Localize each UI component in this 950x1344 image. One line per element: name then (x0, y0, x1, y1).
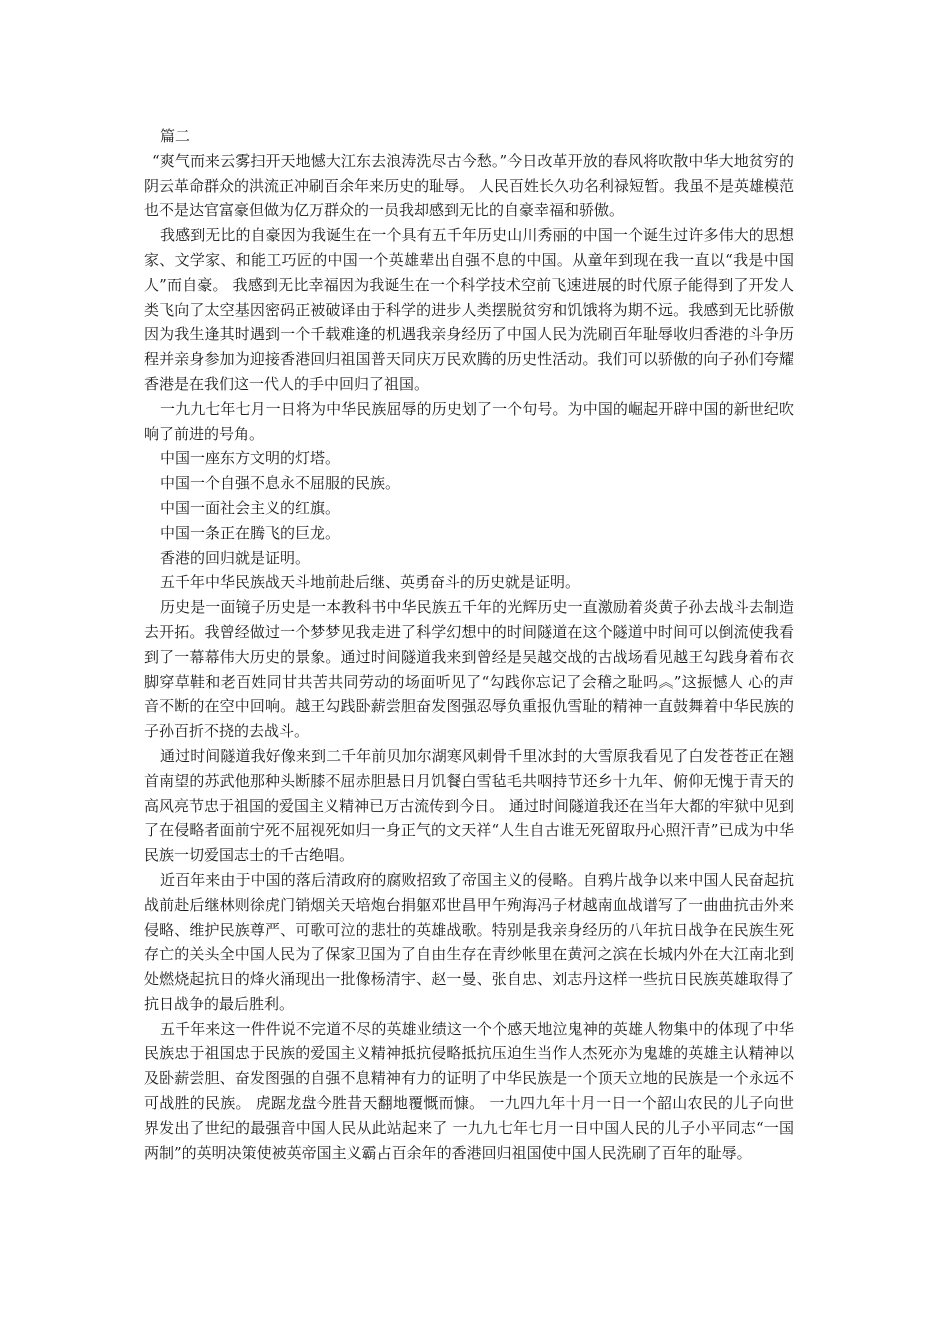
paragraph: 通过时间隧道我好像来到二千年前贝加尔湖寒风刺骨千里冰封的大雪原我看见了白发苍苍正在翘首南望的苏武他那种头断膝不屈赤胆悬日月饥餐白雪毡毛共咽持节还乡十九年、俯仰无愧于青天的高风亮节忠于祖国的爱国主义精神已万古流传到今日。 通过时间隧道我还在当年大都的牢狱中见到了在侵略者面前宁死不屈视死如归一身正气的文天祥“人生自古谁无死留取丹心照汗青”已成为中华民族一切爱国志士的千古绝唱。 (144, 746, 794, 865)
paragraph: 中国一个自强不息永不屈服的民族。 (160, 474, 401, 493)
paragraph: 我感到无比的自豪因为我诞生在一个具有五千年历史山川秀丽的中国一个诞生过许多伟大的思想家、文学家、和能工巧匠的中国一个英雄辈出自强不息的中国。从童年到现在我一直以“我是中国人”而自豪。 我感到无比幸福因为我诞生在一个科学技术空前飞速进展的时代原子能得到了开发人类飞向了太空基因密码正被破译由于科学的进步人类摆脱贫穷和饥饿将为期不远。我感到无比骄傲因为我生逢其时遇到一个千载难逢的机遇我亲身经历了中国人民为洗刷百年耻辱收归香港的斗争历程并亲身参加为迎接香港回归祖国普天同庆万民欢腾的历史性活动。我们可以骄傲的向子孙们夸耀香港是在我们这一代人的手中回归了祖国。 (144, 226, 794, 393)
document-body (144, 124, 794, 1165)
paragraph: 香港的回归就是证明。 (160, 548, 311, 567)
paragraph: 中国一条正在腾飞的巨龙。 (160, 523, 341, 542)
paragraph: 五千年来这一件件说不完道不尽的英雄业绩这一个个感天地泣鬼神的英雄人物集中的体现了中华民族忠于祖国忠于民族的爱国主义精神抵抗侵略抵抗压迫生当作人杰死亦为鬼雄的英雄主认精神以及卧薪尝胆、奋发图强的自强不息精神有力的证明了中华民族是一个顶天立地的民族是一个永远不可战胜的民族。 虎踞龙盘今胜昔天翻地覆慨而慷。 一九四九年十月一日一个韶山农民的儿子向世界发出了世纪的最强音中国人民从此站起来了 一九九七年七月一日中国人民的儿子小平同志“一国两制”的英明决策使被英帝国主义霸占百余年的香港回归祖国使中国人民洗刷了百年的耻辱。 (144, 1019, 794, 1162)
paragraph: 中国一座东方文明的灯塔。 (160, 449, 341, 468)
section-heading: 篇二 (160, 127, 191, 145)
paragraph: 中国一面社会主义的红旗。 (160, 498, 341, 517)
paragraph: 历史是一面镜子历史是一本教科书中华民族五千年的光辉历史一直激励着炎黄子孙去战斗去制造去开拓。我曾经做过一个梦梦见我走进了科学幻想中的时间隧道在这个隧道中时间可以倒流使我看到了一幕幕伟大历史的景象。通过时间隧道我来到曾经是吴越交战的古战场看见越王勾践身着布衣脚穿草鞋和老百姓同甘共苦共同劳动的场面听见了“勾践你忘记了会稽之耻吗︽”这振憾人 心的声音不断的在空中回响。越王勾践卧薪尝胆奋发图强忍辱负重报仇雪耻的精神一直鼓舞着中华民族的子孙百折不挠的去战斗。 (144, 598, 794, 741)
paragraph: 近百年来由于中国的落后清政府的腐败招致了帝国主义的侵略。自鸦片战争以来中国人民奋起抗战前赴后继林则徐虎门销烟关天培炮台捐躯邓世昌甲午殉海冯子材越南血战谱写了一曲曲抗击外来侵略、维护民族尊严、可歌可泣的悲壮的英雄战歌。特别是我亲身经历的八年抗日战争在民族生死存亡的关头全中国人民为了保家卫国为了自由生存在青纱帐里在黄河之滨在长城内外在大江南北到处燃烧起抗日的烽火涌现出一批像杨清宇、赵一曼、张自忠、刘志丹这样一些抗日民族英雄取得了抗日战争的最后胜利。 (144, 870, 794, 1013)
paragraph: 五千年中华民族战天斗地前赴后继、英勇奋斗的历史就是证明。 (160, 573, 581, 592)
paragraph: 一九九七年七月一日将为中华民族屈辱的历史划了一个句号。为中国的崛起开辟中国的新世纪吹响了前进的号角。 (144, 399, 794, 443)
paragraph: “爽气而来云雾扫开天地憾大江东去浪涛洗尽古今愁。”今日改革开放的春风将吹散中华大地贫穷的阴云革命群众的洪流正冲刷百余年来历史的耻辱。 人民百姓长久功名利禄短暂。我虽不是英雄模范也不是达官富豪但做为亿万群众的一员我却感到无比的自豪幸福和骄傲。 (144, 151, 794, 220)
